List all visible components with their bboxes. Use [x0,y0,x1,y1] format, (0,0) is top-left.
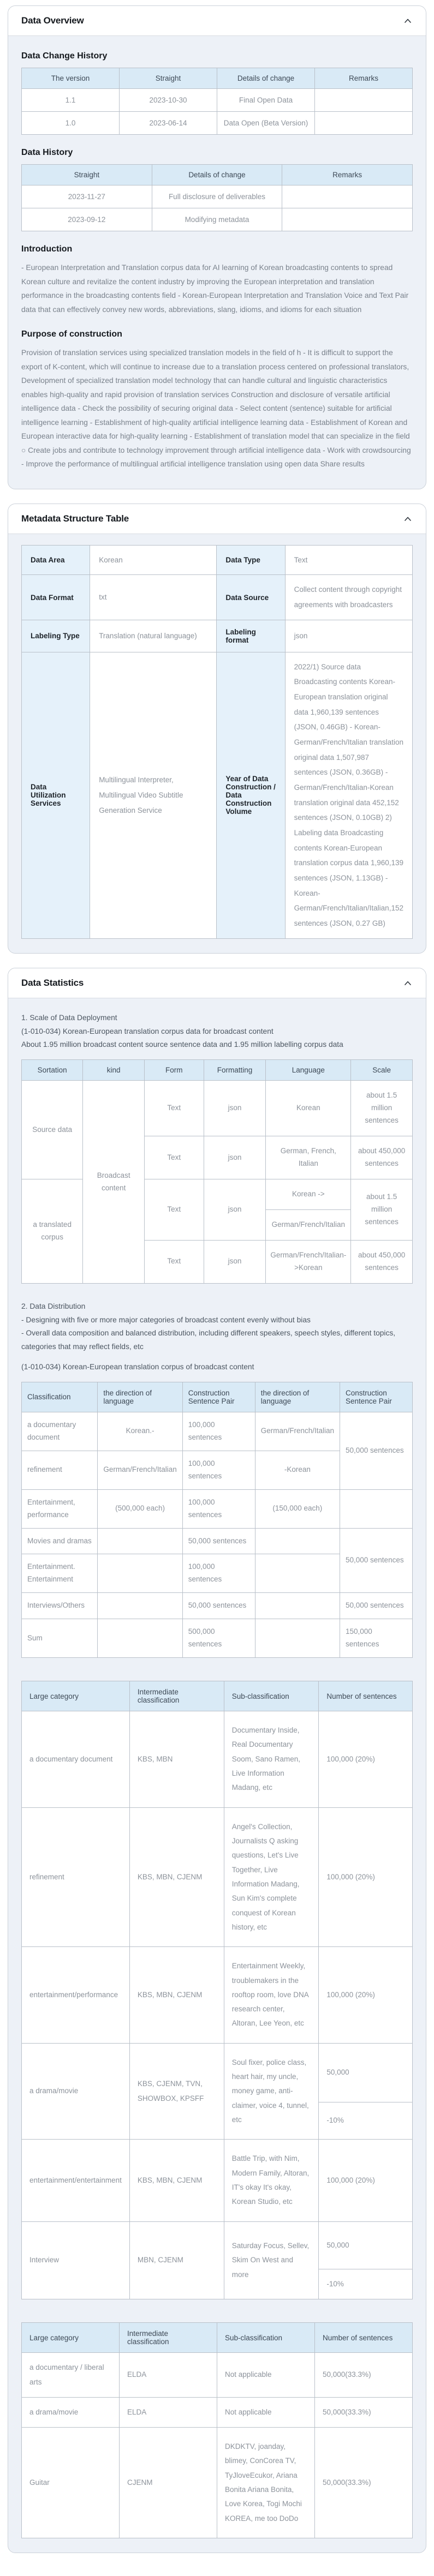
cell: Interviews/Others [22,1593,98,1619]
column-header: Number of sentences [315,2323,413,2353]
cell: Not applicable [217,2353,315,2398]
column-header: the direction of language [98,1382,182,1412]
section-title: Data Statistics [21,977,84,988]
cell: 50,000 [319,2043,413,2102]
distribution-line-4: (1-010-034) Korean-European translation corpus of broadcast content [21,1363,254,1371]
cell: Final Open Data [217,89,315,112]
data-statistics-header[interactable] [8,968,426,998]
cell: a documentary / liberal arts [22,2353,120,2398]
table-row [22,620,413,652]
scale-table [21,1059,413,1283]
cell: Source data [22,1081,83,1179]
table-row [22,1412,413,1451]
cell: 1.0 [22,112,120,135]
table-row [22,1807,413,1947]
cell: Text [145,1136,204,1179]
cell: KBS, MBN, CJENM [129,1947,224,2044]
purpose-text: Provision of translation services using specialized translation models in the field of h - It is difficult to support the export of K-content, which will continue to increase due to a translation process centered on professional translators, Development of specialized translation model technology that can handle cultural and linguistic characteristics enables high-quality and rapid provision of translation services Construction and disclosure of versatile artificial intelligence data - Check the possibility of securing original data - Select content (sentence) suitable for artificial intelligence learning - Establishment of high-quality artificial intelligence learning data - Establishment of Korean and European interactive data for high-quality learning - Establishment of translation model that can specialize in the field ○ Create jobs and contribute to technology improvement through artificial intelligence data - Work with crowdsourcing - Improve the performance of multilingual artificial intelligence translation using open data Share results [21,349,411,469]
column-header: Construction Sentence Pair [340,1382,413,1412]
table-row [22,2140,413,2221]
metadata-structure-body [8,534,426,953]
cell: CJENM [120,2428,217,2538]
cell: 1.1 [22,89,120,112]
metadata-structure-header[interactable] [8,504,426,534]
table-row [22,1681,413,1711]
table-row [22,2323,413,2353]
distribution-line-2: - Designing with five or more major categories of broadcast content evenly without bias [21,1315,311,1324]
column-header: Construction Sentence Pair [182,1382,255,1412]
field-value: Multilingual Interpreter, Multilingual Video Subtitle Generation Service [90,652,217,938]
cell: -10% [319,2269,413,2299]
cell: Saturday Focus, Sellev, Skim On West and more [224,2221,319,2299]
table-row [22,545,413,575]
column-header: Form [145,1060,204,1081]
column-header: Language [266,1060,351,1081]
column-header: Sub-classification [224,1681,319,1711]
cell: Battle Trip, with Nim, Modern Family, Altoran, IT's okay It's okay, Korean Studio, etc [224,2140,319,2221]
cell [98,1528,182,1554]
cell: about 450,000 sentences [351,1240,413,1283]
table-row [22,1528,413,1554]
table-row [22,1619,413,1658]
cell: Entertainment, performance [22,1489,98,1528]
cell [98,1619,182,1658]
cell: German/French/Italian->Korean [266,1240,351,1283]
cell: Soul fixer, police class, heart hair, my uncle, money game, anti-claimer, voice 4, tunnel, etc [224,2043,319,2140]
cell: 50,000(33.3%) [315,2428,413,2538]
cell: json [204,1240,266,1283]
column-header: Intermediate classification [129,1681,224,1711]
cell [282,208,413,231]
table-row [22,2353,413,2398]
column-header: Scale [351,1060,413,1081]
column-header: Straight [120,68,217,89]
cell: 50,000(33.3%) [315,2397,413,2427]
table-row [22,68,413,89]
cell: ELDA [120,2353,217,2398]
cell [282,185,413,208]
data-statistics-body [8,998,426,2553]
column-header: Large category [22,2323,120,2353]
table-row [22,1593,413,1619]
table-row [22,165,413,185]
distribution-line-3: - Overall data composition and balanced distribution, including different speakers, speech styles, different topics, categories that may reflect fields, etc [21,1329,396,1351]
sentence-pair-table [21,1382,413,1658]
distribution-line-1: 2. Data Distribution [21,1302,86,1310]
field-label: Data Area [22,545,90,575]
cell: Text [145,1240,204,1283]
cell: Interview [22,2221,130,2299]
field-label: Data Source [217,575,285,620]
scale-line-2: (1-010-034) Korean-European translation corpus data for broadcast content [21,1027,274,1035]
field-label: Data Type [217,545,285,575]
change-history-heading: Data Change History [21,51,108,61]
field-label: Data Utilization Services [22,652,90,938]
cell: 50,000 [319,2221,413,2269]
cell: German, French, Italian [266,1136,351,1179]
column-header: Formatting [204,1060,266,1081]
cell: json [204,1136,266,1179]
cell: (150,000 each) [255,1489,340,1528]
cell: Broadcast content [83,1081,145,1283]
field-value: Korean [90,545,217,575]
cell: German/French/Italian [98,1451,182,1489]
cell: -10% [319,2102,413,2139]
cell: Korean [266,1081,351,1136]
cell: json [204,1179,266,1240]
chevron-up-icon[interactable] [403,514,413,524]
column-header: Sortation [22,1060,83,1081]
cell: 100,000 sentences [182,1554,255,1593]
introduction-heading: Introduction [21,244,73,254]
cell: Modifying metadata [152,208,282,231]
table-row [22,208,413,231]
table-row [22,575,413,620]
cell: MBN, CJENM [129,2221,224,2299]
table-row [22,2043,413,2102]
field-value: Collect content through copyright agreements with broadcasters [285,575,412,620]
cell: German/French/Italian [255,1412,340,1451]
cell: KBS, MBN, CJENM [129,2140,224,2221]
data-overview-section [8,5,426,489]
cell: about 1.5 million sentences [351,1179,413,1240]
table-row [22,1947,413,2044]
introduction-text: - European Interpretation and Translation corpus data for AI learning of Korean broadcasting contents to spread Korean culture and revitalize the content industry by improving the European interpretation and translation performance in the broadcasting contents field - Korean-European Interpretation and Translation Voice and Text Pair data that can effectively convey new words, abbreviations, slang, idioms, and idioms for each situation [21,263,409,314]
field-label: Data Format [22,575,90,620]
cell: 100,000 (20%) [319,1807,413,1947]
category-detail-table [21,1681,413,2299]
cell: 500,000 sentences [182,1619,255,1658]
cell: Korean.- [98,1412,182,1451]
table-row [22,2428,413,2538]
table-row [22,1081,413,1136]
cell: Documentary Inside, Real Documentary Soom, Sano Ramen, Live Information Madang, etc [224,1711,319,1808]
cell: ELDA [120,2397,217,2427]
cell: 2023-09-12 [22,208,152,231]
field-value: Text [285,545,412,575]
cell: about 450,000 sentences [351,1136,413,1179]
column-header: Number of sentences [319,1681,413,1711]
table-row [22,1711,413,1808]
cell: Entertainment Weekly, troublemakers in the rooftop room, love DNA research center, Altoran, Lee Yeon, etc [224,1947,319,2044]
column-header: Remarks [315,68,413,89]
column-header: Intermediate classification [120,2323,217,2353]
table-row [22,652,413,938]
cell: 100,000 (20%) [319,2140,413,2221]
cell [255,1554,340,1593]
section-title: Metadata Structure Table [21,513,129,524]
scale-line-1: 1. Scale of Data Deployment [21,1013,117,1022]
scale-line-3: About 1.95 million broadcast content source sentence data and 1.95 million labelling corpus data [21,1040,343,1049]
column-header: Classification [22,1382,98,1412]
cell: Text [145,1179,204,1240]
column-header: kind [83,1060,145,1081]
data-history-heading: Data History [21,148,73,157]
cell [98,1554,182,1593]
cell: a translated corpus [22,1179,83,1283]
cell [340,1489,413,1528]
data-change-history-table [21,68,413,135]
cell: a drama/movie [22,2043,130,2140]
category-detail-table-2 [21,2322,413,2538]
cell: Angel's Collection, Journalists Q asking questions, Let's Live Together, Live Information Madang, Sun Kim's complete conquest of Korean history, etc [224,1807,319,1947]
table-row [22,1489,413,1528]
cell: 50,000 sentences [340,1528,413,1593]
column-header: The version [22,68,120,89]
column-header: Sub-classification [217,2323,315,2353]
data-overview-body [8,36,426,489]
cell: KBS, MBN [129,1711,224,1808]
cell: a drama/movie [22,2397,120,2427]
cell: 100,000 sentences [182,1451,255,1489]
metadata-table [21,545,413,939]
table-row [22,2397,413,2427]
cell: KBS, CJENM, TVN, SHOWBOX, KPSFF [129,2043,224,2140]
cell: Korean -> [266,1179,351,1209]
cell: 100,000 (20%) [319,1947,413,2044]
cell: 50,000 sentences [182,1593,255,1619]
column-header: Details of change [152,165,282,185]
table-row [22,1179,413,1209]
cell: Guitar [22,2428,120,2538]
data-history-table [21,164,413,231]
cell: 100,000 sentences [182,1489,255,1528]
column-header: Remarks [282,165,413,185]
cell: 50,000 sentences [340,1412,413,1489]
cell: Entertainment. Entertainment [22,1554,98,1593]
cell: entertainment/entertainment [22,2140,130,2221]
column-header: Details of change [217,68,315,89]
cell: a documentary document [22,1711,130,1808]
cell: Text [145,1081,204,1136]
table-row [22,2221,413,2269]
column-header: the direction of language [255,1382,340,1412]
cell [98,1593,182,1619]
cell: 50,000(33.3%) [315,2353,413,2398]
cell: Sum [22,1619,98,1658]
table-row [22,1382,413,1412]
cell: Not applicable [217,2397,315,2427]
cell: refinement [22,1451,98,1489]
field-label: Labeling format [217,620,285,652]
table-row [22,89,413,112]
field-value: Translation (natural language) [90,620,217,652]
page-title: Data Overview [21,15,84,26]
purpose-heading: Purpose of construction [21,330,122,339]
cell: (500,000 each) [98,1489,182,1528]
cell: 2023-06-14 [120,112,217,135]
field-value: 2022/1) Source data Broadcasting contents Korean-European translation original data 1,960,139 sentences (JSON, 0.46GB) - Korean-German/French/Italian translation original data 1,507,987 sentences (JSON, 0.36GB) - German/French/Italian-Korean translation original data 452,152 sentences (JSON, 0.10GB) 2) Labeling data Broadcasting contents Korean-European translation corpus data 1,960,139 sentences (JSON, 1.13GB) - Korean-German/French/Italian/Italian,152 sentences (JSON, 0.27 GB) [285,652,412,938]
cell: -Korean [255,1451,340,1489]
column-header: Large category [22,1681,130,1711]
field-label: Year of Data Construction / Data Construction Volume [217,652,285,938]
table-row [22,1060,413,1081]
cell: 150,000 sentences [340,1619,413,1658]
cell: about 1.5 million sentences [351,1081,413,1136]
data-statistics-section [8,968,426,2553]
scale-intro [21,1011,413,1052]
field-value: txt [90,575,217,620]
cell: refinement [22,1807,130,1947]
cell: 50,000 sentences [340,1593,413,1619]
cell [315,89,413,112]
cell: Data Open (Beta Version) [217,112,315,135]
table-row [22,112,413,135]
cell: 100,000 (20%) [319,1711,413,1808]
cell: json [204,1081,266,1136]
chevron-up-icon[interactable] [403,978,413,988]
cell: 2023-11-27 [22,185,152,208]
cell: Full disclosure of deliverables [152,185,282,208]
cell: a documentary document [22,1412,98,1451]
field-value: json [285,620,412,652]
metadata-structure-section [8,504,426,954]
cell: 50,000 sentences [182,1528,255,1554]
cell: entertainment/performance [22,1947,130,2044]
cell: 2023-10-30 [120,89,217,112]
cell: 100,000 sentences [182,1412,255,1451]
data-overview-header[interactable] [8,6,426,36]
column-header: Straight [22,165,152,185]
cell: Movies and dramas [22,1528,98,1554]
table-row [22,185,413,208]
cell [315,112,413,135]
distribution-intro [21,1300,413,1374]
cell: KBS, MBN, CJENM [129,1807,224,1947]
chevron-up-icon[interactable] [403,16,413,26]
cell: German/French/Italian [266,1209,351,1240]
cell [255,1619,340,1658]
cell [255,1528,340,1554]
field-label: Labeling Type [22,620,90,652]
cell: DKDKTV, joanday, blimey, ConCorea TV, TyJloveEcukor, Ariana Bonita Ariana Bonita, Love Korea, Togi Mochi KOREA, me too DoDo [217,2428,315,2538]
cell [255,1593,340,1619]
